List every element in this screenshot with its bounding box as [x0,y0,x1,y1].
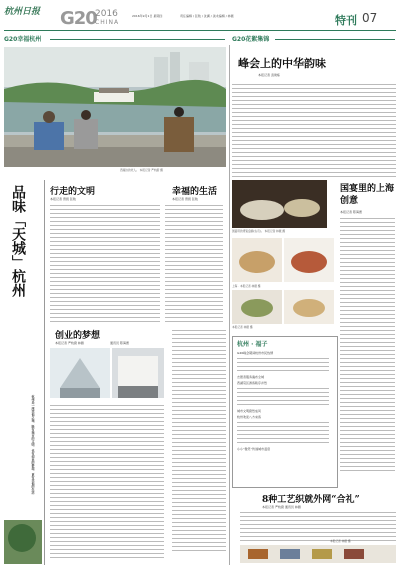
story3-body [50,405,164,561]
dish-photo-1 [232,238,282,282]
story1-title: 行走的文明 [50,187,96,197]
info-box-lines-c [237,422,329,443]
story1-body [50,205,160,325]
startup-building-photo [50,348,110,398]
vertical-rule [44,180,45,565]
info-box-item-5: 小小“微笑”传递城市温度 [237,447,271,451]
section-bar-right: G20花絮集锦 [232,36,270,43]
porcelain-caption: 国宴用的青瓷盘碗(右页)。 本报记者 林薇 摄 [232,229,286,233]
country-label: CHINA [95,19,120,26]
date-line: 2016年9月1日 星期四 [132,14,163,18]
column-divider [229,45,230,565]
startup-interior-photo-art [112,348,164,398]
story5-byline: 本报记者 陈海惠 [340,210,362,214]
dish-photo-4-art [284,290,334,324]
section-bar-left-rule [50,39,225,40]
dish-caption-2: 本报记者 林薇 摄 [232,325,253,329]
editor-line: 责任编辑 / 张航 / 沈翼 / 美术编辑 / 林薇 [180,14,234,18]
dish-photo-2-art [284,238,334,282]
g20-logo [60,8,97,29]
left-tree-photo [4,520,42,564]
story2-byline: 本报记者 曾毅 张航 [172,197,198,201]
masthead-rule [4,30,396,31]
dish-photo-1-art [232,238,282,282]
startup-building-photo-art [50,348,110,398]
info-box [232,336,338,488]
crafts-photo-strip [240,545,396,563]
year-label: 2016 [95,9,118,19]
story4-title: 峰会上的中华韵味 [238,57,326,70]
info-box-lines-a [237,358,329,371]
section-bar-right-rule [275,39,395,40]
info-box-lines-b [237,388,329,405]
story3-byline2: 通讯员 陈海惠 [110,341,129,345]
story1-byline: 本报记者 曾毅 张航 [50,197,76,201]
westlake-caption: 西湖边的老人。 本报记者 严杭蔚 摄 [120,168,163,172]
story2-title: 幸福的生活 [172,187,218,197]
startup-interior-photo [112,348,164,398]
vertical-lead: 杭州是一座幸福之城，既有城市的文明，也有创业的梦想，更有幸福的生活 [31,395,35,494]
dish-photo-3 [232,290,282,324]
info-box-item-2: 西湖景区游客秩序井然 [237,381,268,385]
porcelain-photo-art [232,180,327,228]
story5-title: 国宴里的上海创意 [340,184,395,206]
info-box-title: 杭州 · 福子 [237,341,268,348]
story6-body [240,512,396,544]
info-box-item-4: 杭州欢迎八方来客 [237,415,262,419]
story5-body [340,218,395,474]
story4-body [232,84,396,180]
section-bar-left: G20幸福杭州 [4,36,42,43]
story2-body-b [172,330,226,554]
crafts-caption: 本报记者 林薇 摄 [330,539,351,543]
left-tree-photo-art [4,520,42,564]
g20-logo-text: G20 [60,8,97,29]
paper-logo: 杭州日报 [4,7,41,17]
crafts-photo-strip-art [240,545,396,563]
dish-caption: 上海 · 本报记者 林薇 摄 [232,284,261,288]
story3-byline: 本报记者 严杭蔚 林薇 [55,341,84,345]
dish-photo-2 [284,238,334,282]
westlake-photo-art [4,47,226,167]
page-section-label: 特刊 [335,14,357,27]
vertical-headline: 品味「天城」杭州 [10,185,26,297]
westlake-photo [4,47,226,167]
page-number: 07 [362,11,378,25]
info-box-item-1: 志愿者服务遍布全城 [237,375,265,379]
porcelain-photo [232,180,327,228]
story3-title: 创业的梦想 [55,331,101,341]
info-box-item-3: 城市文明蔚然成风 [237,409,262,413]
story6-byline: 本报记者 严杭蔚 通讯员 林薇 [262,505,301,509]
story6-title: 8种工艺织就外网“合礼” [262,495,360,505]
info-box-item-0: G20峰会期间杭州市民热情 [237,351,274,355]
dish-photo-4 [284,290,334,324]
story4-byline: 本报记者 袁建栋 [258,73,280,77]
story2-body-a [165,205,223,325]
dish-photo-3-art [232,290,282,324]
